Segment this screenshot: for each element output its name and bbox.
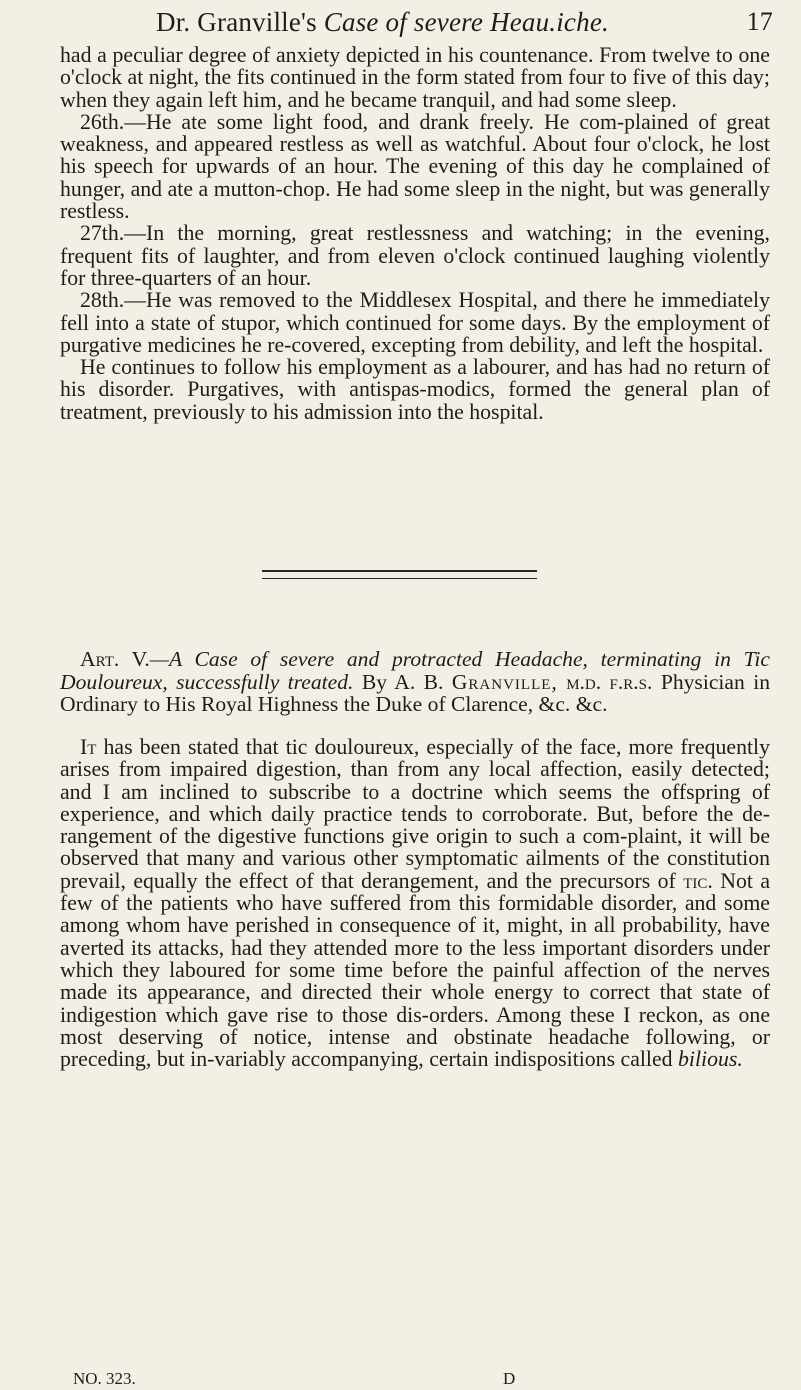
entry-text: —In the morning, great restlessness and watching; in the evening, frequent fits of laughter, and from eleven o'clock continued laughing violently for three-quarters of an hour. xyxy=(60,221,770,290)
running-head-title: Case of severe Heau.iche. xyxy=(323,7,609,37)
body-text: Not a few of the patients who have suffered from this formidable disorder, and some among whom have perished in consequence of it, might, in all probability, have averted its attacks, had they attended more to the less important disorders under which they laboured for some time before the painful affection of the nerves made its appearance, and directed their whole energy to correct that state of indigestion which gave rise to those dis-orders. Among these I reckon, as one most deserving of notice, intense and obstinate headache following, or preceding, but in-variably accompanying, certain indispositions called xyxy=(60,868,771,1072)
section-divider xyxy=(262,570,537,579)
entry-date: 28th. xyxy=(80,288,125,313)
body-tic: tic. xyxy=(683,868,713,893)
entry-text: —He ate some light food, and drank freely. He com-plained of great weakness, and appeared restless as well as watchful. About four o'clock, he lost his speech for upwards of an hour. The evening of this day he complained of hunger, and ate a mutton-chop. He had some sleep in the night, but was generally restless. xyxy=(60,109,770,224)
signature-mark: D xyxy=(503,1369,516,1388)
entry-text: —He was removed to the Middlesex Hospital, and there he immediately fell into a state of stupor, which continued for some days. By the employment of purgative medicines he re-covered, excepting from debility, and left the hospital. xyxy=(60,288,770,357)
text-line: From twelve to one o'clock at night, the fits continued in the form stated from four to five of this day; when they again left him, and he became tranquil, and had some sleep. xyxy=(60,43,770,112)
entry-date: 26th. xyxy=(80,109,125,134)
lead-word: It xyxy=(80,735,97,759)
article-heading xyxy=(60,648,770,716)
diary-entry-28th xyxy=(60,289,770,356)
article-author: Granville, xyxy=(451,669,558,694)
article-heading-text xyxy=(60,648,770,716)
author-credentials: m.d. f.r.s. xyxy=(566,669,653,694)
page-number: 17 xyxy=(746,7,773,36)
body-text: has been stated that tic douloureux, especially of the face, more frequently arises from impaired digestion, than from any local affection, easily detected; and I am inclined to subscribe to a doctrine which seems the offspring of experience, and which daily practice tends to corroborate. But, before the de-rangement of the digestive functions give origin to such a com-plaint, it will be observed that many and various other symptomatic ailments of the constitution prevail, equally the effect of that derangement, and the precursors of xyxy=(60,735,770,893)
running-title xyxy=(156,0,609,44)
article-title: —A Case of severe and protracted Headache, terminating in Tic Douloureux, successfully treated. xyxy=(60,647,771,694)
issue-number: NO. 323. xyxy=(73,1369,136,1388)
paragraph-closing: He continues to follow his employment as a labourer, and has had no return of his disorder. Purgatives, with antispas-modics, formed the general plan of treatment, previously to his admission into the hospital. xyxy=(60,355,770,424)
article-label: Art. V. xyxy=(80,647,150,671)
text-line: had a peculiar degree of anxiety depicted in his countenance. xyxy=(60,43,594,67)
running-head xyxy=(60,0,773,44)
diary-entry-26th xyxy=(60,111,770,222)
byline-prefix: By A. B. xyxy=(361,669,444,694)
page-footer xyxy=(73,1369,773,1389)
author-affiliation: Physician in Ordinary to His Royal Highness the Duke of Clarence, &c. &c. xyxy=(60,669,770,717)
article-body xyxy=(60,736,770,1070)
paragraph-continuation xyxy=(60,44,770,111)
case-continuation xyxy=(60,44,770,423)
article-paragraph xyxy=(60,736,770,1070)
diary-entry-27th xyxy=(60,222,770,289)
body-italic-end: bilious. xyxy=(678,1047,743,1072)
running-head-author: Dr. Granville's xyxy=(156,7,317,37)
entry-date: 27th. xyxy=(80,221,125,246)
